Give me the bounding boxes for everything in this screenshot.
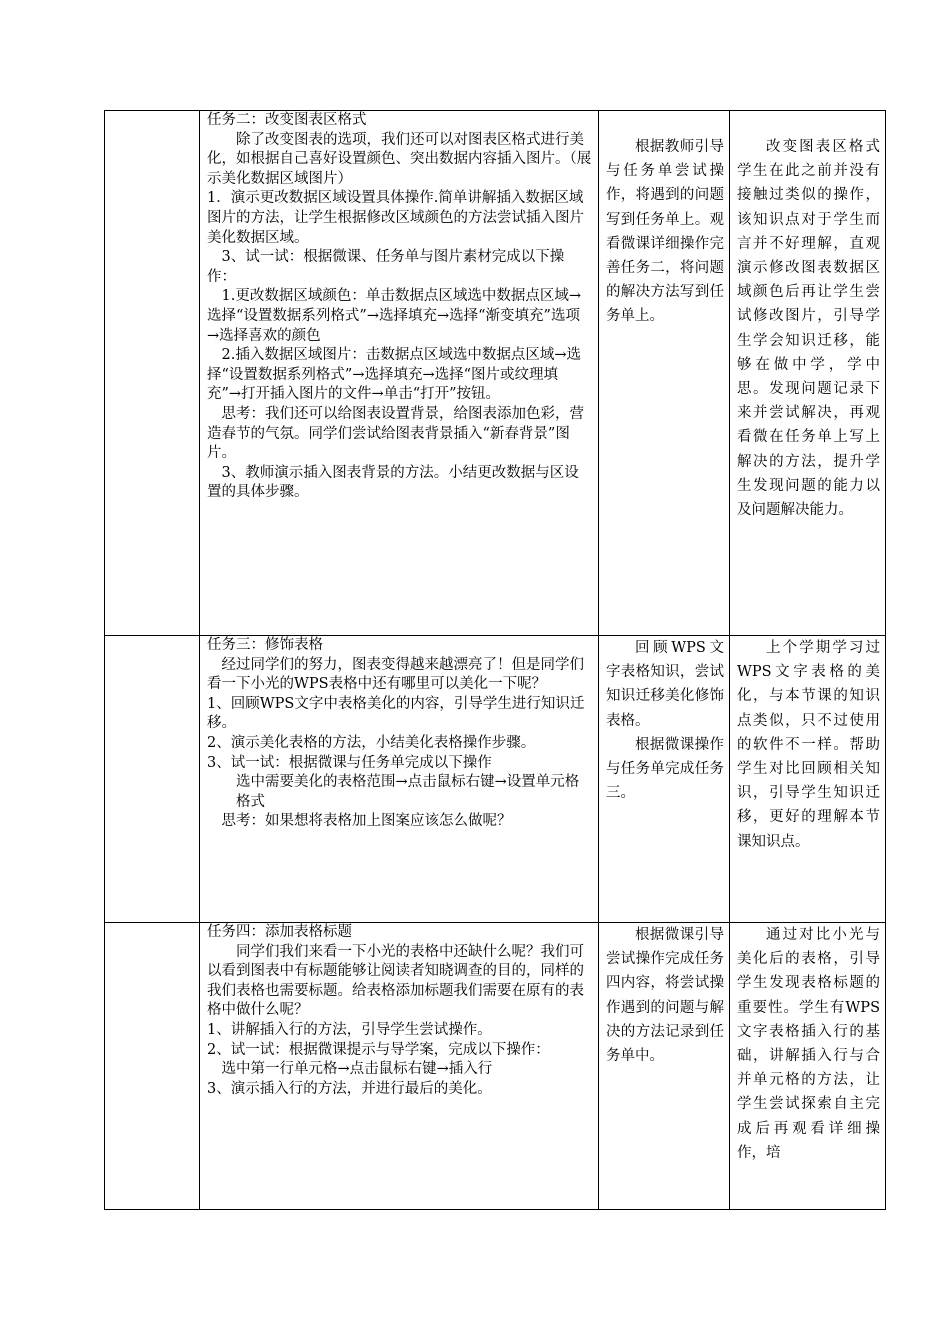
paragraph: 选中第一行单元格→点击鼠标右键→插入行	[221, 1061, 493, 1078]
paragraph: 1、回顾WPS文字中表格美化的内容，引导学生进行知识迁移。	[207, 695, 585, 732]
design-intent-cell	[730, 111, 886, 636]
task-title: 任务二：改变图表区格式	[207, 112, 367, 128]
paragraph: 3、试一试：根据微课、任务单与图片素材完成以下操作：	[207, 249, 565, 285]
lesson-plan-table	[104, 110, 886, 1210]
paragraph: 1、讲解插入行的方法，引导学生尝试操作。	[207, 1021, 492, 1038]
stage-cell	[105, 923, 200, 1210]
teacher-activity-cell	[200, 923, 599, 1210]
paragraph: 根据教师引导与任务单尝试操作，将遇到的问题写到任务单上。观看微课详细操作完善任务二，将问题的解决方法写到任务单上。	[606, 139, 724, 325]
paragraph: 3、试一试：根据微课与任务单完成以下操作	[207, 754, 492, 771]
stage-cell	[105, 636, 200, 923]
paragraph: 根据微课引导尝试操作完成任务四内容，将尝试操作遇到的问题与解决的方法记录到任务单中。	[606, 927, 724, 1065]
paragraph: 2.插入数据区域图片：击数据点区域选中数据点区域→选择“设置数据系列格式”→选择填充→选择“图片或纹理填充”→打开插入图片的文件→单击“打开”按钮。	[207, 347, 581, 403]
paragraph: 选中需要美化的表格范围→点击鼠标右键→设置单元格格式	[236, 774, 580, 810]
student-activity-cell	[599, 923, 730, 1210]
table-row-task4	[105, 923, 886, 1210]
paragraph: 思考：如果想将表格加上图案应该怎么做呢？	[221, 813, 512, 830]
paragraph: 2、演示美化表格的方法，小结美化表格操作步骤。	[207, 734, 536, 751]
paragraph: 思考：我们还可以给图表设置背景，给图表添加色彩，营造春节的气氛。同学们尝试给图表背景插入“新春背景”图片。	[207, 405, 584, 462]
paragraph: 3、教师演示插入图表背景的方法。小结更改数据与区设置的具体步骤。	[207, 464, 579, 501]
paragraph: 根据微课操作与任务单完成任务三。	[606, 736, 724, 802]
teacher-activity-cell	[200, 636, 599, 923]
paragraph: 1．演示更改数据区域设置具体操作.简单讲解插入数据区域图片的方法，让学生根据修改区域颜色的方法尝试插入图片美化数据区域。	[207, 190, 584, 246]
task-title: 任务四：添加表格标题	[207, 924, 352, 940]
design-intent-cell	[730, 923, 886, 1210]
paragraph: 同学们我们来看一下小光的表格中还缺什么呢？我们可以看到图表中有标题能够让阅读者知晓调查的目的，同样的我们表格也需要标题。给表格添加标题我们需要在原有的表格中做什么呢？	[207, 943, 584, 1019]
paragraph: 通过对比小光与美化后的表格，引导学生发现表格标题的重要性。学生有WPS文字表格插入行的基础，讲解插入行与合并单元格的方法，让学生尝试探索自主完成后再观看详细操作，培	[737, 927, 880, 1161]
stage-cell	[105, 111, 200, 636]
paragraph: 2、试一试：根据微课提示与导学案，完成以下操作：	[207, 1041, 550, 1058]
paragraph: 1.更改数据区域颜色：单击数据点区域选中数据点区域→选择“设置数据系列格式”→选择填充→选择“渐变填充”选项→选择喜欢的颜色	[207, 288, 581, 344]
paragraph: 3、演示插入行的方法，并进行最后的美化。	[207, 1080, 492, 1097]
paragraph: 回顾WPS文字表格知识，尝试知识迁移美化修饰表格。	[606, 640, 724, 729]
task-title: 任务三：修饰表格	[207, 637, 323, 653]
teacher-activity-cell	[200, 111, 599, 636]
student-activity-cell	[599, 636, 730, 923]
table-row-task3	[105, 636, 886, 923]
student-activity-cell	[599, 111, 730, 636]
table-row-task2	[105, 111, 886, 636]
paragraph: 除了改变图表的选项，我们还可以对图表区格式进行美化，如根据自己喜好设置颜色、突出数据内容插入图片。（展示美化数据区域图片）	[207, 131, 592, 187]
paragraph: 改变图表区格式学生在此之前并没有接触过类似的操作，该知识点对于学生而言并不好理解，直观演示修改图表数据区域颜色后再让学生尝试修改图片，引导学生学会知识迁移，能够在做中学，学中思。发现问题记录下来并尝试解决，再观看微在任务单上写上解决的方法，提升学生发现问题的能力以及问题解决能力。	[737, 139, 880, 519]
paragraph: 经过同学们的努力，图表变得越来越漂亮了！但是同学们看一下小光的WPS表格中还有哪里可以美化一下呢？	[207, 656, 584, 693]
design-intent-cell	[730, 636, 886, 923]
paragraph: 上个学期学习过WPS文字表格的美化，与本节课的知识点类似，只不过使用的软件不一样。帮助学生对比回顾相关知识，引导学生知识迁移，更好的理解本节课知识点。	[737, 640, 880, 850]
